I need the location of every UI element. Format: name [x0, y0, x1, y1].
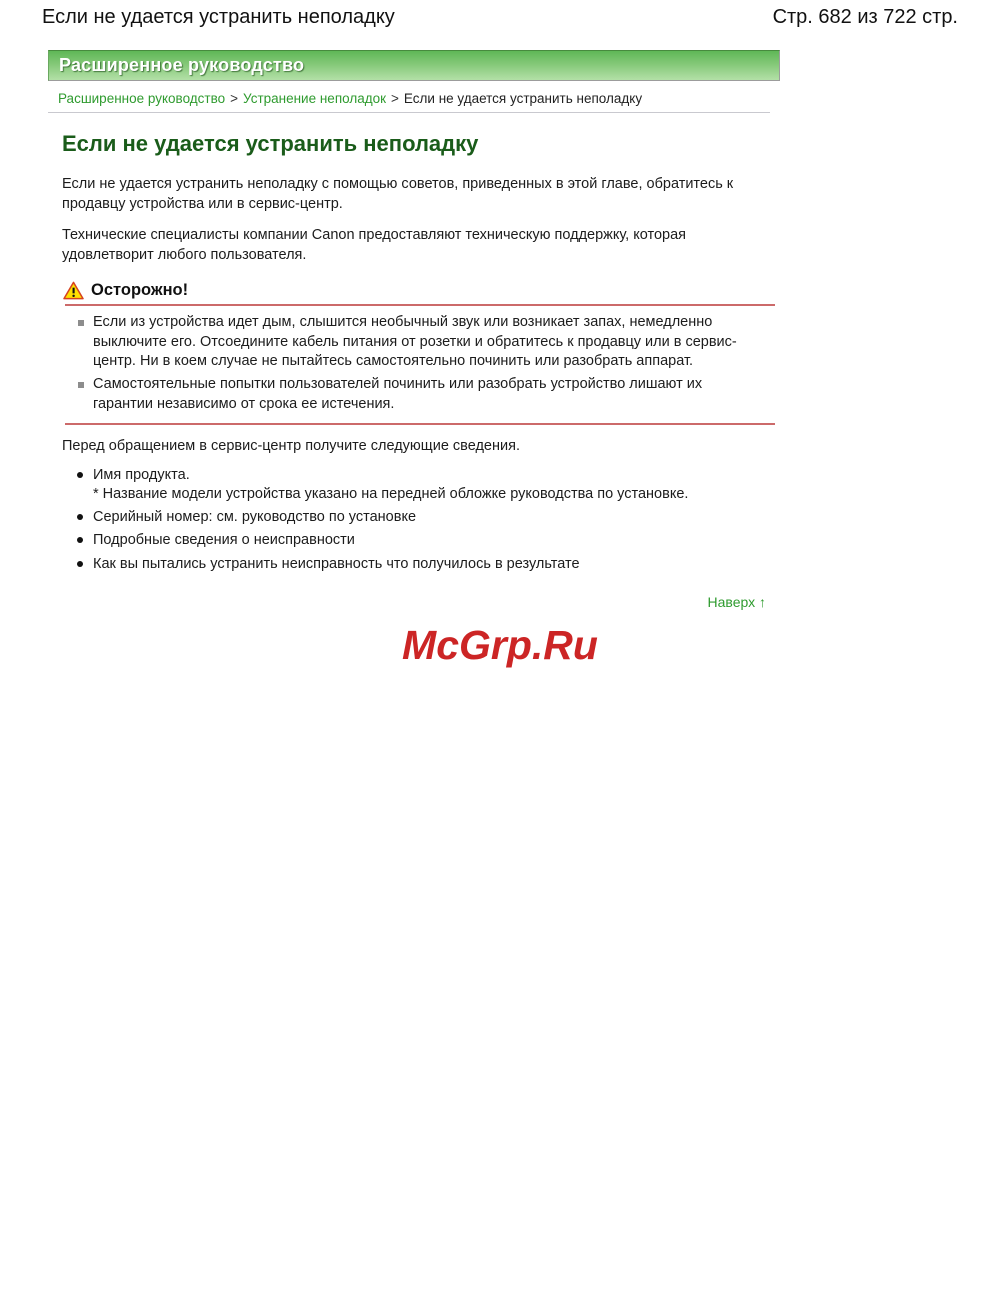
- list-item: [62, 531, 762, 550]
- list-item-text: Подробные сведения о неисправности: [93, 532, 355, 549]
- caution-item: Если из устройства идет дым, слышится необычный звук или возникает запах, немедленно выключите его. Отсоедините кабель питания от розетки и обратитесь к продавцу или в сервис-центр. Ни в коем случае не пытайтесь самостоятельно починить или разобрать аппарат.: [62, 313, 762, 372]
- breadcrumb-current: Если не удается устранить неполадку: [403, 91, 643, 106]
- back-to-top-link[interactable]: [708, 594, 765, 610]
- site-watermark: McGrp.Ru: [402, 622, 598, 668]
- breadcrumb-link-troubleshooting[interactable]: Устранение неполадок: [243, 91, 387, 106]
- breadcrumb-separator: >: [230, 91, 239, 106]
- page-number: Стр. 682 из 722 стр.: [772, 6, 958, 28]
- caution-list: [62, 313, 762, 415]
- caution-item: Самостоятельные попытки пользователей починить или разобрать устройство лишают их гарантии независимо от срока ее истечения.: [62, 375, 762, 414]
- list-item: [62, 466, 762, 505]
- up-arrow-icon: ↑: [759, 594, 765, 610]
- back-to-top-row: [62, 594, 765, 612]
- paragraph: Технические специалисты компании Canon предоставляют техническую поддержку, которая удовлетворит любого пользователя.: [62, 227, 687, 263]
- banner-title: Расширенное руководство: [59, 55, 305, 75]
- list-item-note: * Название модели устройства указано на передней обложке руководства по установке.: [93, 485, 689, 502]
- breadcrumb-divider: [48, 112, 770, 113]
- list-item-text: Как вы пытались устранить неисправность что получилось в результате: [93, 555, 580, 572]
- caution-label: Осторожно!: [91, 281, 189, 299]
- service-info-list: [62, 466, 762, 574]
- breadcrumb-separator: >: [391, 91, 399, 106]
- header-title: Если не удается устранить неполадку: [42, 6, 395, 28]
- caution-bottom-line: [65, 423, 775, 425]
- list-item-text: Серийный номер: см. руководство по установке: [93, 509, 417, 526]
- caution-block: [62, 281, 762, 425]
- service-info-intro: Перед обращением в сервис-центр получите следующие сведения.: [62, 437, 520, 454]
- breadcrumb: [58, 91, 1000, 106]
- caution-top-line: [65, 304, 775, 306]
- main-content: [62, 131, 765, 612]
- list-item: [62, 508, 762, 527]
- back-to-top-label: Наверх: [707, 594, 756, 610]
- guide-banner: [48, 50, 780, 81]
- breadcrumb-link-advanced-guide[interactable]: Расширенное руководство: [58, 91, 226, 106]
- caution-header: [63, 281, 762, 300]
- list-item: [62, 555, 762, 574]
- warning-triangle-icon: [63, 281, 84, 300]
- page-title: Если не удается устранить неполадку: [62, 131, 479, 156]
- list-item-text: Имя продукта.: [93, 466, 190, 483]
- document-header: [0, 0, 1000, 29]
- paragraph: Если не удается устранить неполадку с помощью советов, приведенных в этой главе, обратитесь к продавцу устройства или в сервис-центр.: [62, 176, 734, 212]
